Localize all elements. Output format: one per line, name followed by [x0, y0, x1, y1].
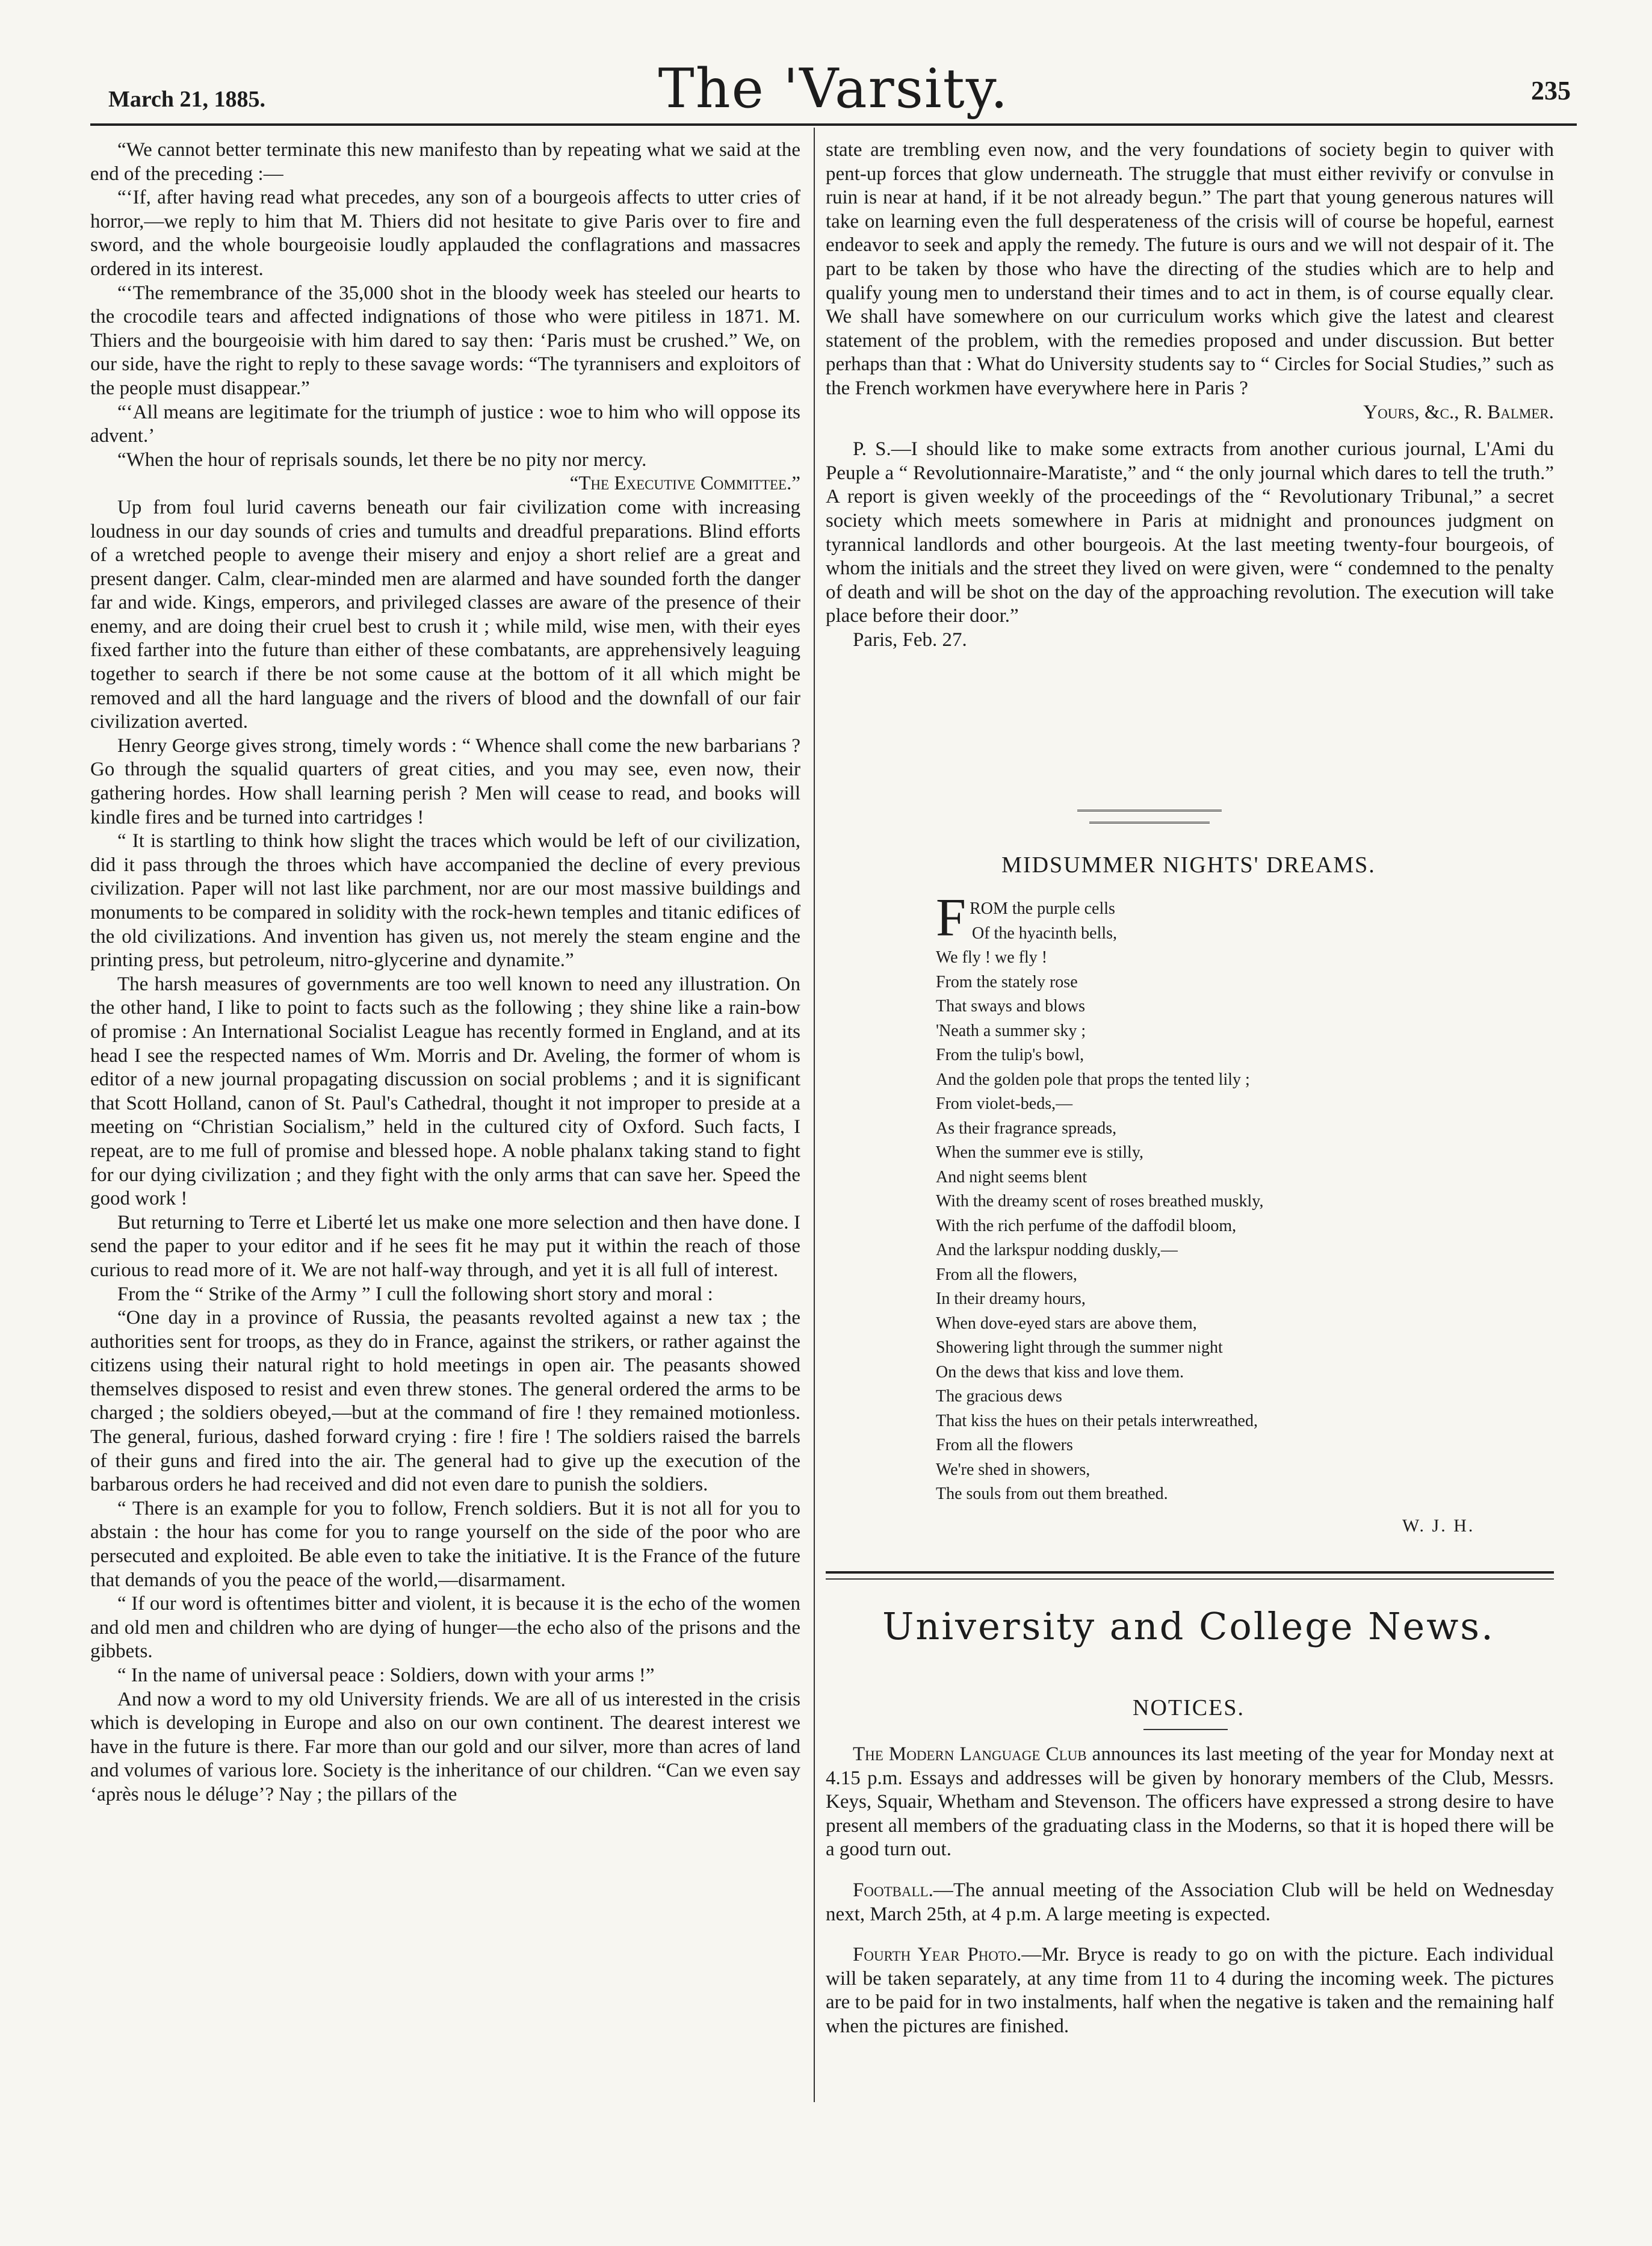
paragraph: “When the hour of reprisals sounds, let there be no pity nor mercy.	[117, 448, 647, 471]
paragraph: From the “ Strike of the Army ” I cull the following short story and moral :	[117, 1283, 713, 1305]
poem-line: When the summer eve is stilly,	[936, 1143, 1143, 1162]
notices-rule	[1143, 1729, 1228, 1730]
poem-line: 'Neath a summer sky ;	[936, 1021, 1086, 1040]
poem-line: As their fragrance spreads,	[936, 1118, 1117, 1138]
left-column	[90, 138, 800, 1807]
notice-lead: Fourth Year Photo.	[853, 1944, 1022, 1966]
poem-line: And the larkspur nodding duskly,—	[936, 1241, 1178, 1259]
notices-list	[826, 1743, 1554, 2056]
poem-line: From violet-beds,—	[936, 1094, 1073, 1113]
paragraph: Henry George gives strong, timely words : “ Whence shall come the new barbarians ? Go through the squalid quarters of great cities, and you may see, even now, their gathering hordes. How shall learning perish ? Men will cease to read, and books will kindle fires and be turned into cartridges !	[90, 734, 800, 828]
poem-line: And night seems blent	[936, 1167, 1087, 1187]
paragraph: The harsh measures of governments are too well known to need any illustration. On the other hand, I like to point to facts such as the following ; they shine like a rain-bow of promise : An International Socialist League has recently formed in England, and at its head I see the respected names of Wm. Morris and Dr. Aveling, the former of whom is editor of a new journal propagating discussion on social problems ; and it is significant that Scott Holland, canon of St. Paul's Cathedral, thought it not improper to preside at a meeting on “Christian Socialism,” held in the cultured city of Oxford. Such facts, I repeat, are to me full of promise and blessed hope. A noble phalanx taking stand to fight for our dying civilization ; and they fight with the only arms that can save her. Speed the good work !	[90, 973, 800, 1210]
notice-item	[826, 1743, 1554, 1862]
paragraph: “We cannot better terminate this new manifesto than by repeating what we said at the end of the preceding :—	[90, 139, 800, 185]
poem-title: MIDSUMMER NIGHTS' DREAMS.	[1001, 852, 1376, 878]
poem-line: That sways and blows	[936, 997, 1086, 1016]
notice-text: —Mr. Bryce is ready to go on with the picture. Each individual will be taken separately, at any time from 11 to 4 during the incoming week. The pictures are to be paid for in two instalments, half when the negative is taken and the remaining half when the pictures are finished.	[826, 1944, 1554, 2037]
notice-lead: The Modern Language Club	[853, 1743, 1087, 1765]
poem-line: The gracious dews	[936, 1387, 1062, 1406]
poem-line: From the tulip's bowl,	[936, 1046, 1084, 1064]
masthead-rule	[90, 123, 1577, 126]
news-rule-thin	[826, 1578, 1554, 1580]
paragraph: “‘All means are legitimate for the triumph of justice : woe to him who will oppose its advent.’	[90, 401, 800, 447]
right-column-article	[826, 138, 1554, 652]
postscript: P. S.—I should like to make some extracts from another curious journal, L'Ami du Peuple a “ Revolutionnaire-Maratiste,” and “ the only journal which dares to tell the truth.” A report is given weekly of the proceedings of the “ Revolutionary Tribunal,” a secret society which meets somewhere in Paris at midnight and pronounces judgment on tyrannical landlords and other bourgeois. At the last meeting twenty-four bourgeois, of whom the initials and the street they lived on were given, were “ condemned to the penalty of death and will be shot on the day of the approaching revolution. The execution will take place before their door.”	[826, 438, 1554, 627]
news-section-title: University and College News.	[882, 1604, 1495, 1648]
notice-item	[826, 1943, 1554, 2038]
paragraph: “ If our word is oftentimes bitter and violent, it is because it is the echo of the women and old men and children who are dying of hunger—the echo also of the prisons and the gibbets.	[90, 1593, 800, 1663]
poem-line: Showering light through the summer night	[936, 1338, 1223, 1357]
masthead	[90, 57, 1577, 123]
poem-line: The souls from out them breathed.	[936, 1484, 1168, 1503]
paragraph: “ It is startling to think how slight the traces which would be left of our civilization, did it pass through the throes which have accompanied the decline of every previous civilization. Paper will not last like parchment, nor are our most massive buildings and monuments to be compared in solidity with the rock-hewn temples and titanic edifices of the old civilizations. And invention has given us, not merely the steam engine and the printing press, but petroleum, nitro-glycerine and dynamite.”	[90, 830, 800, 972]
poem-line: With the dreamy scent of roses breathed muskly,	[936, 1192, 1264, 1211]
letter-signature: Yours, &c., R. Balmer.	[1363, 401, 1554, 423]
page-number: 235	[1531, 76, 1571, 105]
paragraph: “One day in a province of Russia, the peasants revolted against a new tax ; the authorities sent for troops, as they do in France, against the strikers, or rather against the citizens using their natural right to hold meetings in open air. The peasants showed themselves disposed to resist and even threw stones. The general ordered the arms to be charged ; the soldiers obeyed,—but at the command of fire ! they remained motionless. The general, furious, dashed forward crying : fire ! fire ! The soldiers raised the barrels of their guns and fired into the air. The general had to give up the execution of the barbarous orders he had received and did not even dare to punish the soldiers.	[90, 1307, 800, 1496]
section-divider	[1077, 810, 1222, 814]
poem-signature: W. J. H.	[1402, 1516, 1475, 1536]
notice-lead: Football.	[853, 1879, 933, 1901]
poem-line: In their dreamy hours,	[936, 1289, 1086, 1308]
poem-line: We're shed in showers,	[936, 1460, 1091, 1479]
news-rule	[826, 1571, 1554, 1574]
column-divider	[814, 128, 815, 2102]
poem-line: From all the flowers,	[936, 1265, 1077, 1284]
issue-date: March 21, 1885.	[108, 87, 266, 112]
poem	[936, 888, 1264, 1507]
poem-line: That kiss the hues on their petals interwreathed,	[936, 1411, 1258, 1430]
paragraph: “‘If, after having read what precedes, any son of a bourgeois affects to utter cries of horror,—we reply to him that M. Thiers did not hesitate to give Paris over to fire and sword, and the whole bourgeoisie loudly applauded the conflagrations and massacres ordered in its interest.	[90, 187, 800, 280]
paragraph: “ In the name of universal peace : Soldiers, down with your arms !”	[117, 1664, 655, 1686]
dateline: Paris, Feb. 27.	[853, 628, 967, 651]
poem-line: Of the hyacinth bells,	[972, 923, 1118, 943]
section-divider	[1089, 822, 1210, 826]
poem-line: On the dews that kiss and love them.	[936, 1362, 1184, 1382]
paragraph: state are trembling even now, and the very foundations of society begin to quiver with pent-up forces that glow underneath. The struggle that must either revivify or convulse in ruin is near at hand, if it be not already begun.” The part that young generous natures will take on learning even the full desperateness of the crisis will of course be hopeful, earnest endeavor to seek and apply the remedy. The future is ours and we will not despair of it. The part to be taken by those who have the directing of the studies which are to help and qualify young men to understand their times and to act in them, is of course equally clear. We shall have somewhere on our curriculum works which give the latest and clearest statement of the problem, with the remedies proposed and under discussion. But better perhaps than that : What do University students say to “ Circles for Social Studies,” such as the French workmen have everywhere here in Paris ?	[826, 139, 1554, 399]
poem-line: With the rich perfume of the daffodil bloom,	[936, 1216, 1237, 1235]
poem-line: From the stately rose	[936, 972, 1078, 991]
paragraph: And now a word to my old University friends. We are all of us interested in the crisis which is developing in Europe and also on our own continent. The dearest interest we have in the future is there. Far more than our gold and our silver, more than acres of land and volumes of various lore. Society is the inheritance of our children. “Can we even say ‘après nous le déluge’? Nay ; the pillars of the	[90, 1688, 800, 1805]
poem-line: From all the flowers	[936, 1436, 1073, 1454]
manifesto-signature: “The Executive Committee.”	[569, 473, 800, 495]
notice-text: —The annual meeting of the Association Club will be held on Wednesday next, March 25th, at 4 p.m. A large meeting is expected.	[826, 1879, 1554, 1925]
poem-line: And the golden pole that props the tented lily ;	[936, 1070, 1250, 1089]
paragraph: “ There is an example for you to follow, French soldiers. But it is not all for you to abstain : the hour has come for you to range yourself on the side of the poor who are persecuted and exploited. Be able even to take the initiative. It is the France of the future that demands of you the peace of the world,—disarmament.	[90, 1497, 800, 1591]
paragraph: “‘The remembrance of the 35,000 shot in the bloody week has steeled our hearts to the crocodile tears and affected indignations of those who were pitiless in 1871. M. Thiers and the bourgeoisie with him dared to say then: ‘Paris must be crushed.” We, on our side, have the right to reply to these savage words: “The tyrannisers and exploitors of the people must disappear.”	[90, 282, 800, 399]
notice-text: announces its last meeting of the year for Monday next at 4.15 p.m. Essays and addresses will be given by honorary members of the Club, Messrs. Keys, Squair, Whetham and Stevenson. The officers have expressed a strong desire to have present all members of the graduating class in the Moderns, so that it is hoped there will be a good turn out.	[826, 1743, 1554, 1861]
paragraph: But returning to Terre et Liberté let us make one more selection and then have done. I send the paper to your editor and if he sees fit he may put it within the reach of those curious to read more of it. We are not half-way through, and yet it is all full of interest.	[90, 1211, 800, 1281]
notice-item	[826, 1879, 1554, 1926]
paragraph: Up from foul lurid caverns beneath our fair civilization come with increasing loudness in our day sounds of cries and tumults and dreadful preparations. Blind efforts of a wretched people to avenge their misery and enjoy a short relief are a great and present danger. Calm, clear-minded men are alarmed and have sounded forth the danger far and wide. Kings, emperors, and privileged classes are aware of the presence of their enemy, and are doing their cruel best to crush it ; while mild, wise men, with their eyes fixed farther into the future than either of these combatants, are apprehensively leaguing together to search if there be not some cause at the bottom of it all which might be removed and all the hard language and the rivers of blood and the downfall of our fair civilization averted.	[90, 496, 800, 733]
newspaper-title: The 'Varsity.	[658, 57, 1009, 120]
poem-line: When dove-eyed stars are above them,	[936, 1314, 1197, 1333]
poem-line: We fly ! we fly !	[936, 948, 1048, 967]
poem-line: FROM the purple cells	[936, 888, 1115, 948]
notices-heading: NOTICES.	[1133, 1695, 1245, 1720]
